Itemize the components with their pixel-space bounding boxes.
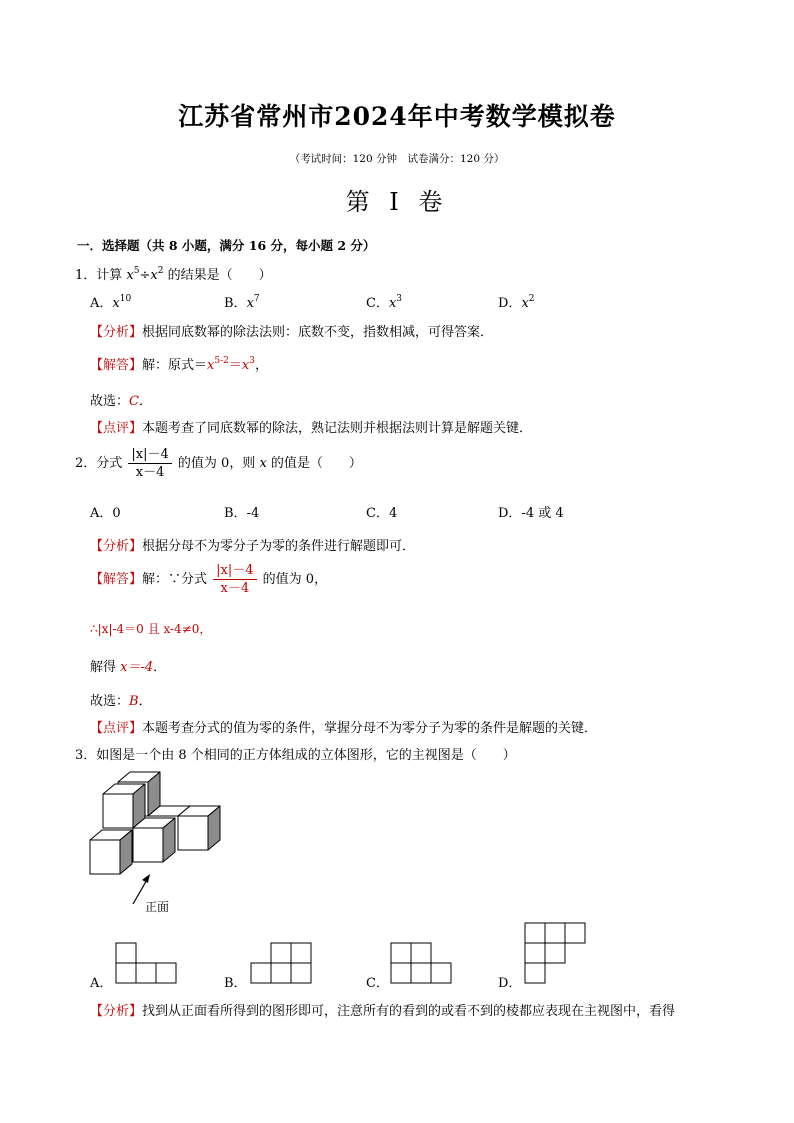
q1-analysis xyxy=(90,321,493,340)
review-text: 本题考查了同底数幂的除法，熟记法则并根据法则计算是解题关键． xyxy=(142,421,533,436)
option-value: 4 xyxy=(388,506,398,521)
solution-tag: 【解答】 xyxy=(90,358,143,373)
solution-prefix: 解：原式＝ xyxy=(142,358,208,373)
q2-option-d[interactable] xyxy=(498,502,564,521)
analysis-text: 根据分母不为零分子为零的条件进行解题即可． xyxy=(142,539,416,554)
q2-prefix: 2．分式 xyxy=(75,456,127,471)
solution-prefix: 解：∵分式 xyxy=(142,572,212,587)
option-value: 0 xyxy=(112,506,121,521)
solution-frac-numerator: |x|－4 xyxy=(213,564,256,580)
q1-exp2: 2 xyxy=(157,266,164,276)
option-value: -4 xyxy=(246,506,260,521)
q3-option-b-label[interactable]: B． xyxy=(224,976,247,991)
q1-solution xyxy=(90,354,268,373)
q2-therefore: ∴|x|-4＝0 且 x-4≠0， xyxy=(90,622,212,636)
solution-exp2: 3 xyxy=(249,356,255,366)
q1-option-b[interactable] xyxy=(224,292,260,311)
volume-heading: 第 I 卷 xyxy=(345,188,449,216)
front-label: 正面 xyxy=(145,900,170,914)
q2-frac-denominator: x－4 xyxy=(135,465,165,480)
choice-end: ． xyxy=(138,694,152,709)
solve-value: x＝-4 xyxy=(120,660,154,675)
q1-option-a[interactable] xyxy=(90,292,131,311)
solution-eq: ＝ xyxy=(228,358,242,373)
option-exp: 10 xyxy=(119,294,132,304)
solution-base1: x xyxy=(207,358,215,373)
q2-suffix: 的值是（ ） xyxy=(266,456,362,471)
q2-choice xyxy=(90,690,152,709)
question-2 xyxy=(75,448,362,479)
solution-tag: 【解答】 xyxy=(90,572,143,587)
q2-review xyxy=(90,717,597,736)
q1-choice xyxy=(90,390,152,409)
q3-option-a-label[interactable]: A． xyxy=(90,976,113,991)
q2-var: x xyxy=(259,456,267,471)
choice-prefix: 故选： xyxy=(90,394,130,409)
q1-option-c[interactable] xyxy=(366,292,402,311)
option-label: A． xyxy=(90,296,113,311)
page-title: 江苏省常州市2024年中考数学模拟卷 xyxy=(178,102,616,131)
analysis-tag: 【分析】 xyxy=(90,1004,143,1019)
q3-option-d-figure[interactable] xyxy=(523,920,589,986)
q1-prefix: 1．计算 xyxy=(75,268,127,283)
option-base: x xyxy=(112,296,120,311)
q1-suffix: 的结果是（ ） xyxy=(163,268,272,283)
solution-frac-denominator: x－4 xyxy=(220,581,250,596)
q2-solution xyxy=(90,564,327,595)
review-tag: 【点评】 xyxy=(90,421,143,436)
option-exp: 3 xyxy=(396,294,403,304)
q2-solve xyxy=(90,656,166,675)
choice-letter: C xyxy=(129,394,139,409)
option-label: D． xyxy=(498,506,522,521)
solution-end: ， xyxy=(254,358,268,373)
q3-option-a-figure[interactable] xyxy=(114,940,180,986)
option-label: B． xyxy=(224,506,247,521)
question-1 xyxy=(75,264,272,283)
analysis-tag: 【分析】 xyxy=(90,325,143,340)
question-3: 3．如图是一个由 8 个相同的正方体组成的立体图形，它的主视图是（ ） xyxy=(75,748,516,763)
option-label: C． xyxy=(366,506,389,521)
q1-op: ÷ xyxy=(139,268,151,283)
analysis-text: 根据同底数幂的除法法则：底数不变，指数相减，可得答案． xyxy=(142,325,494,340)
q2-fraction xyxy=(128,448,171,479)
option-base: x xyxy=(388,296,397,311)
solution-exp1: 5-2 xyxy=(214,356,229,366)
option-base: x xyxy=(246,296,254,311)
q3-analysis xyxy=(90,1000,675,1019)
option-label: A． xyxy=(90,506,113,521)
option-exp: 2 xyxy=(528,294,535,304)
choice-end: ． xyxy=(138,394,152,409)
q3-option-c-label[interactable]: C． xyxy=(366,976,389,991)
choice-prefix: 故选： xyxy=(90,694,130,709)
q1-review xyxy=(90,417,532,436)
option-value: -4 或 4 xyxy=(521,506,564,521)
q2-option-b[interactable] xyxy=(224,502,259,521)
solution-fraction xyxy=(213,564,256,595)
q2-analysis xyxy=(90,535,415,554)
q1-option-d[interactable] xyxy=(498,292,535,311)
review-tag: 【点评】 xyxy=(90,721,143,736)
analysis-tag: 【分析】 xyxy=(90,539,143,554)
q1-exp1: 5 xyxy=(133,266,140,276)
q2-option-a[interactable] xyxy=(90,502,121,521)
option-base: x xyxy=(521,296,529,311)
q2-frac-numerator: |x|－4 xyxy=(128,448,171,464)
solve-end: ． xyxy=(153,660,167,675)
q3-option-d-label[interactable]: D． xyxy=(498,976,522,991)
q1-base2: x xyxy=(150,268,158,283)
q3-option-c-figure[interactable] xyxy=(389,940,455,986)
option-label: D． xyxy=(498,296,522,311)
solution-suffix: 的值为 0， xyxy=(258,572,328,587)
solution-base2: x xyxy=(241,358,250,373)
option-exp: 7 xyxy=(253,294,260,304)
option-label: B． xyxy=(224,296,247,311)
analysis-text: 找到从正面看所得到的图形即可，注意所有的看到的或看不到的棱都应表现在主视图中，看得 xyxy=(142,1004,676,1019)
option-label: C． xyxy=(366,296,389,311)
q2-mid: 的值为 0，则 xyxy=(173,456,260,471)
q2-option-c[interactable] xyxy=(366,502,397,521)
review-text: 本题考查分式的值为零的条件，掌握分母不为零分子为零的条件是解题的关键． xyxy=(142,721,598,736)
q3-option-b-figure[interactable] xyxy=(249,940,315,986)
choice-letter: B xyxy=(129,694,139,709)
section-heading: 一．选择题（共 8 小题，满分 16 分，每小题 2 分） xyxy=(77,238,376,253)
exam-info: （考试时间：120 分钟 试卷满分：120 分） xyxy=(289,153,505,165)
solve-prefix: 解得 xyxy=(90,660,121,675)
q1-base1: x xyxy=(126,268,134,283)
